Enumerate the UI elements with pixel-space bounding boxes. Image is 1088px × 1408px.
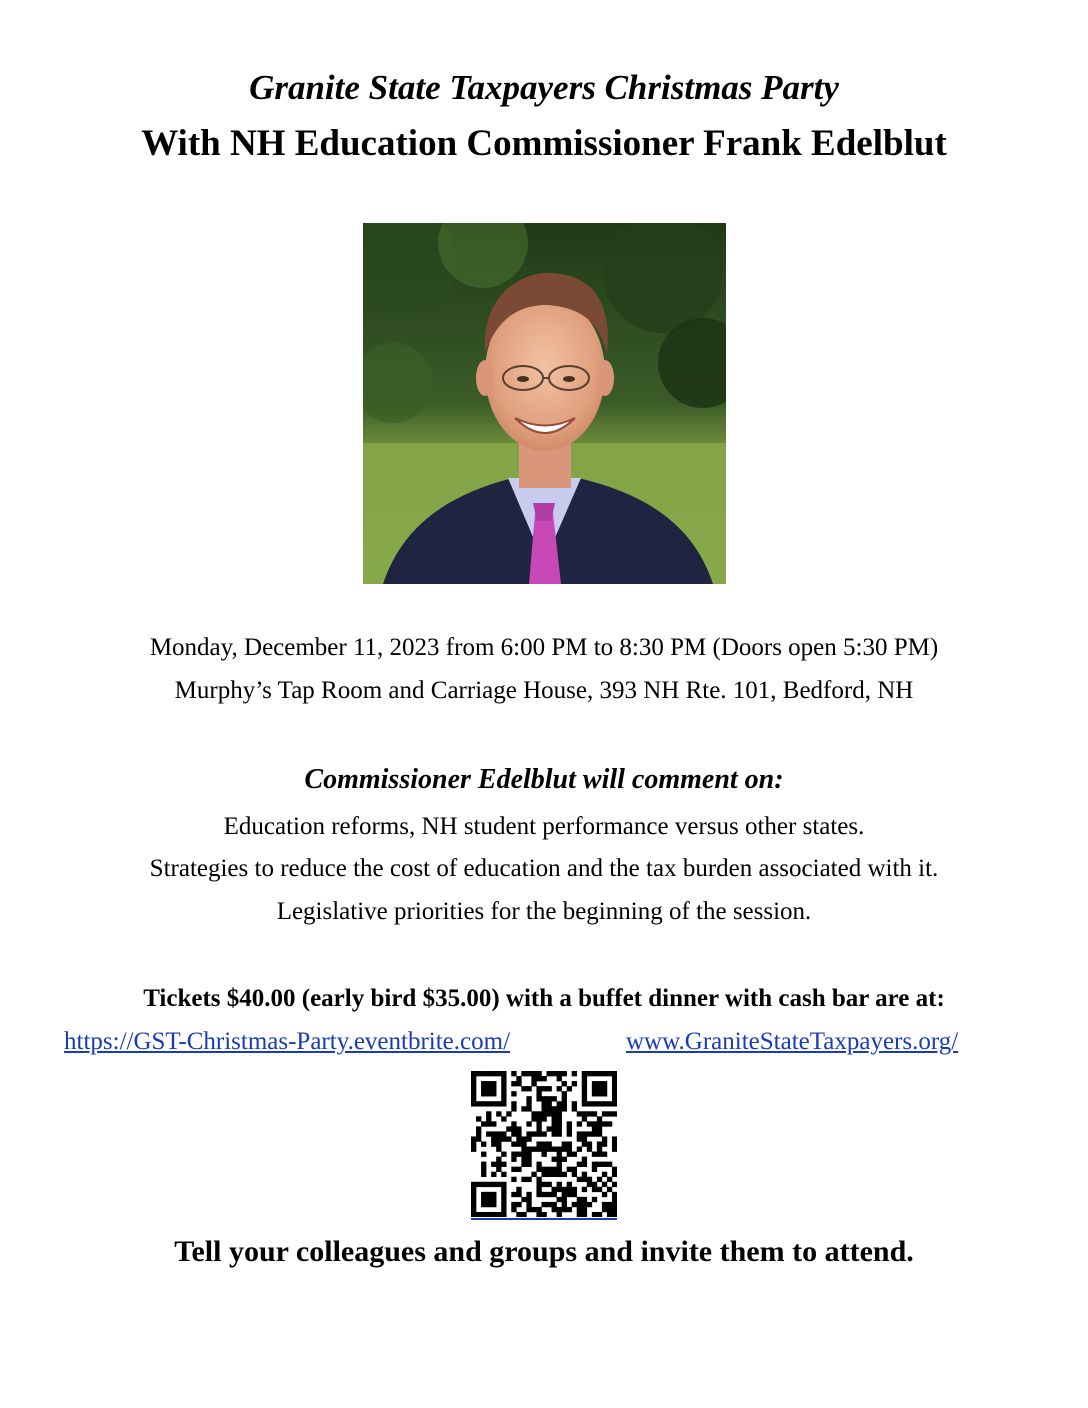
qr-link-underline (471, 1218, 617, 1220)
event-date-time: Monday, December 11, 2023 from 6:00 PM to 8:30 PM (Doors open 5:30 PM) (149, 634, 939, 661)
speaker-photo (363, 223, 726, 584)
comment-heading: Commissioner Edelblut will comment on: (304, 764, 784, 795)
event-title: Granite State Taxpayers Christmas Party (249, 68, 839, 107)
website-link[interactable]: www.GraniteStateTaxpayers.org/ (626, 1028, 959, 1055)
topic-item: Legislative priorities for the beginning of the session. (276, 898, 812, 925)
closing-call-to-action: Tell your colleagues and groups and invite them to attend. (174, 1235, 914, 1268)
topic-item: Education reforms, NH student performance versus other states. (223, 813, 865, 840)
topic-item: Strategies to reduce the cost of education and the tax burden associated with it. (149, 855, 939, 882)
ticket-links (0, 1025, 1088, 1059)
tickets-info: Tickets $40.00 (early bird $35.00) with a buffet dinner with cash bar are at: (143, 985, 945, 1012)
qr-code-icon[interactable] (471, 1071, 617, 1217)
eventbrite-link[interactable]: https://GST-Christmas-Party.eventbrite.com/ (64, 1028, 511, 1055)
event-subtitle: With NH Education Commissioner Frank Edelblut (141, 123, 947, 164)
event-location: Murphy’s Tap Room and Carriage House, 393 NH Rte. 101, Bedford, NH (174, 677, 914, 704)
